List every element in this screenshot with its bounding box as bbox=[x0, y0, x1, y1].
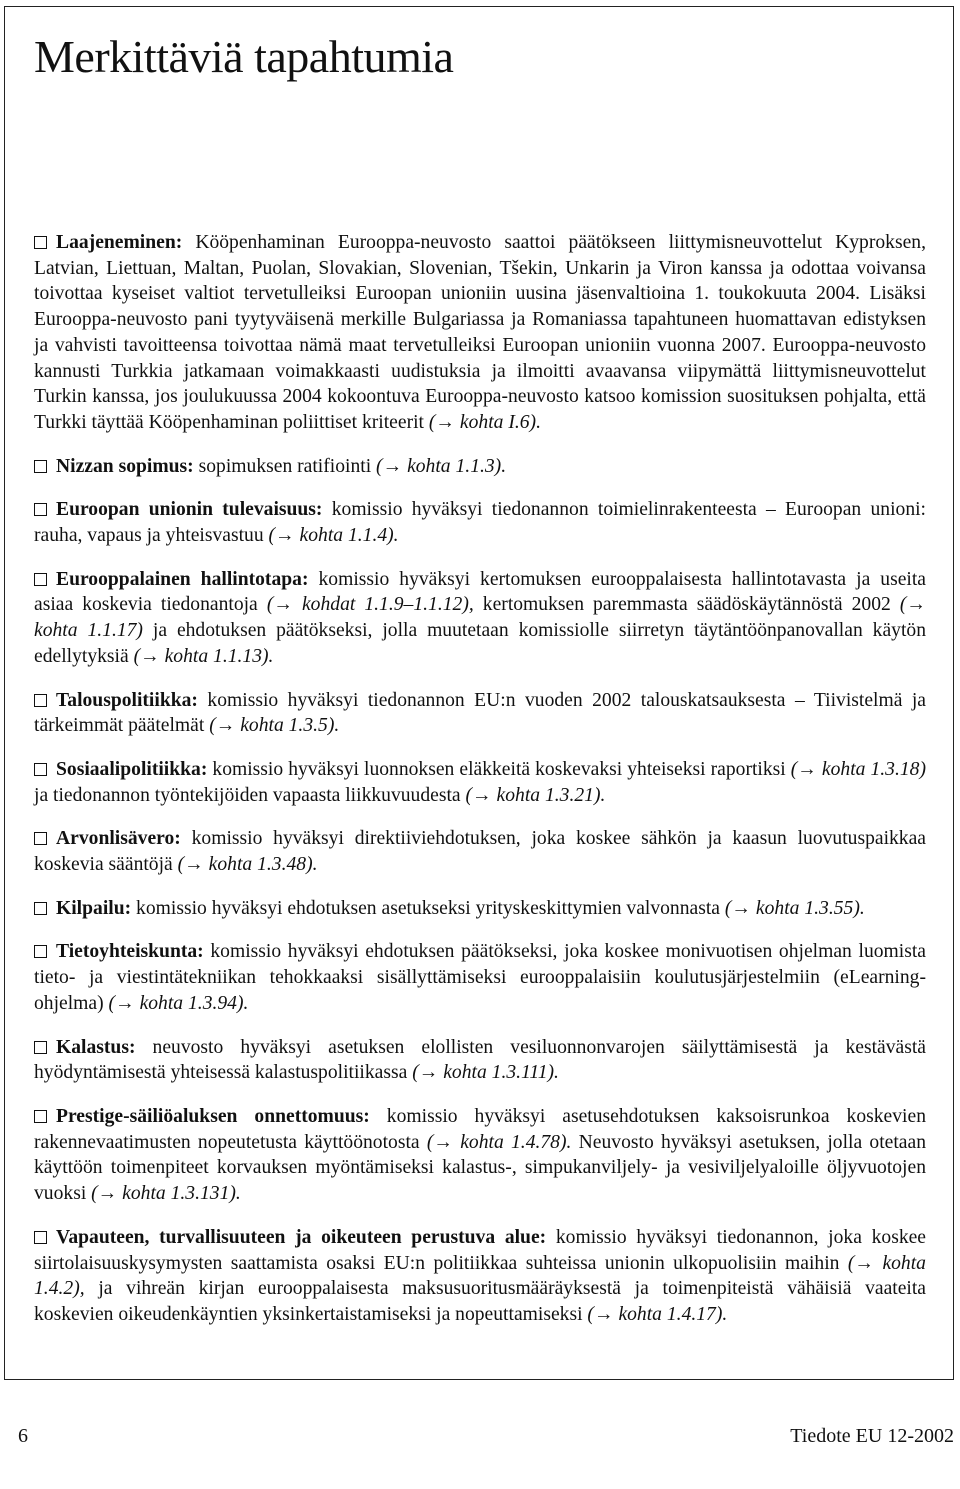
highlight-topic: Eurooppalainen hallintotapa: bbox=[56, 568, 309, 590]
section-reference: (→ kohta 1.3.94). bbox=[108, 992, 249, 1014]
highlight-text: komissio hyväksyi kertomuksen eurooppalaisesta hallintotavasta ja useita asiaa koskevia tiedonantoja bbox=[34, 568, 926, 616]
highlight-topic: Vapauteen, turvallisuuteen ja oikeuteen perustuva alue: bbox=[56, 1226, 547, 1248]
highlight-text: neuvosto hyväksyi asetuksen elollisten vesiluonnonvarojen säilyttämisestä ja kestävästä hyödyntämisestä yhteisessä kalastuspolitiikassa bbox=[34, 1036, 926, 1084]
section-reference: (→ kohta 1.1.17) bbox=[34, 594, 926, 642]
highlight-text: komissio hyväksyi ehdotuksen asetukseksi yrityskeskittymien valvonnasta bbox=[136, 897, 725, 919]
highlight-item bbox=[34, 939, 926, 1016]
section-reference: (→ kohdat 1.1.9–1.1.12), bbox=[266, 594, 474, 616]
highlight-item bbox=[34, 497, 926, 548]
checkbox-square-icon bbox=[34, 236, 47, 249]
section-reference: (→ kohta I.6). bbox=[428, 411, 541, 433]
highlight-topic: Euroopan unionin tulevaisuus: bbox=[56, 499, 323, 521]
checkbox-square-icon bbox=[34, 1110, 47, 1123]
highlight-item bbox=[34, 1104, 926, 1207]
page-number: 6 bbox=[18, 1425, 28, 1447]
highlight-item bbox=[34, 230, 926, 436]
checkbox-square-icon bbox=[34, 694, 47, 707]
highlight-item bbox=[34, 454, 926, 480]
highlight-topic: Kalastus: bbox=[56, 1036, 136, 1058]
highlight-text: ja ehdotuksen päätökseksi, jolla muutetaan komissiolle siirretyn täytäntöönpanovallan käytön edellytyksiä bbox=[34, 620, 926, 667]
section-reference: (→ kohta 1.1.4). bbox=[268, 525, 399, 547]
highlight-text: ja vihreän kirjan eurooppalaisesta maksusuoritusmääräyksestä ja toimenpiteistä vähäisiä vaateita koskevien oikeudenkäyntien yksinkertaistamiseksi ja nopeuttamiseksi bbox=[34, 1278, 926, 1325]
highlight-item bbox=[34, 688, 926, 739]
section-reference: (→ kohta 1.3.111). bbox=[412, 1062, 559, 1084]
highlight-text: komissio hyväksyi direktiiviehdotuksen, joka koskee sähkön ja kaasun luovutuspaikkaa koskevia sääntöjä bbox=[34, 828, 926, 876]
section-reference: (→ kohta 1.4.78). bbox=[426, 1131, 572, 1153]
section-reference: (→ kohta 1.1.13). bbox=[133, 645, 274, 667]
checkbox-square-icon bbox=[34, 573, 47, 586]
checkbox-square-icon bbox=[34, 460, 47, 473]
highlight-topic: Kilpailu: bbox=[56, 897, 132, 919]
highlight-topic: Nizzan sopimus: bbox=[56, 455, 194, 477]
highlight-item bbox=[34, 826, 926, 877]
highlight-topic: Arvonlisävero: bbox=[56, 828, 181, 850]
page-title: Merkittäviä tapahtumia bbox=[34, 31, 454, 82]
highlight-text: sopimuksen ratifiointi bbox=[198, 455, 377, 477]
section-reference: (→ kohta 1.1.3). bbox=[376, 455, 507, 477]
checkbox-square-icon bbox=[34, 1231, 47, 1244]
section-reference: (→ kohta 1.3.5). bbox=[209, 715, 340, 737]
highlight-item bbox=[34, 567, 926, 670]
highlight-text: komissio hyväksyi tiedonannon, joka koskee siirtolaisuuskysymysten saattamista osaksi EU:n politiikkaa suhteissa unionin ulkopuolisiin maihin bbox=[34, 1226, 927, 1274]
highlight-text: komissio hyväksyi ehdotuksen päätökseksi, joka koskee monivuotisen ohjelman luomista tieto- ja viestintätekniikan tehokkaaksi sisällyttämiseksi eurooppalaisiin koulutusjärjestelmiin (eLearning-ohjelma) bbox=[34, 941, 926, 1014]
section-reference: (→ kohta 1.4.2), bbox=[34, 1252, 926, 1300]
section-reference: (→ kohta 1.3.131). bbox=[91, 1183, 241, 1205]
highlights-list bbox=[34, 230, 926, 1346]
checkbox-square-icon bbox=[34, 832, 47, 845]
section-reference: (→ kohta 1.3.48). bbox=[177, 854, 318, 876]
highlight-text: komissio hyväksyi asetusehdotuksen kaksoisrunkoa koskevien rakennevaatimusten nopeutetusta käyttöönotosta bbox=[34, 1105, 926, 1153]
checkbox-square-icon bbox=[34, 902, 47, 915]
section-reference: (→ kohta 1.3.55). bbox=[724, 897, 865, 919]
highlight-topic: Tietoyhteiskunta: bbox=[56, 941, 204, 963]
highlight-topic: Sosiaalipolitiikka: bbox=[56, 758, 208, 780]
checkbox-square-icon bbox=[34, 503, 47, 516]
highlight-text: komissio hyväksyi luonnoksen eläkkeitä koskevaksi yhteiseksi raportiksi bbox=[212, 758, 791, 780]
highlight-item bbox=[34, 757, 926, 808]
highlight-text: ja tiedonannon työntekijöiden vapaasta liikkuvuudesta bbox=[34, 784, 466, 806]
checkbox-square-icon bbox=[34, 1041, 47, 1054]
highlight-topic: Laajeneminen: bbox=[56, 232, 183, 253]
highlight-text: Neuvosto hyväksyi asetuksen, jolla otetaan käyttöön toimenpiteet korvauksen myöntämiseksi kalastus-, simpukanviljely- ja vesiviljelyaloille öljyvuotojen vuoksi bbox=[34, 1131, 926, 1205]
highlight-text: komissio hyväksyi tiedonannon toimielinrakenteesta – Euroopan unioni: rauha, vapaus ja yhteisvastuu bbox=[34, 499, 926, 547]
publication-name: Tiedote EU 12-2002 bbox=[790, 1425, 954, 1447]
highlight-topic: Talouspolitiikka: bbox=[56, 689, 198, 711]
section-reference: (→ kohta 1.3.18) bbox=[790, 758, 926, 780]
highlight-item bbox=[34, 896, 926, 922]
highlight-text: komissio hyväksyi tiedonannon EU:n vuoden 2002 talouskatsauksesta – Tiivistelmä ja tärkeimmät päätelmät bbox=[34, 689, 927, 737]
highlight-topic: Prestige-säiliöaluksen onnettomuus: bbox=[56, 1105, 370, 1127]
highlight-text: Kööpenhaminan Eurooppa-neuvosto saattoi päätökseen liittymisneuvottelut Kyproksen, Latvian, Liettuan, Maltan, Puolan, Slovakian, Slovenian, Tšekin, Unkarin ja Viron kanssa ja odottaa voivansa toivottaa kyseiset valtiot tervetulleiksi Euroopan unioniin uusina jäsenvaltioina 1. toukokuuta 2004. Lisäksi Eurooppa-neuvosto pani tyytyväisenä merkille Bulgariassa ja Romaniassa tapahtuneen huomattavan edistyksen ja vahvisti tavoitteensa toivottaa nämä maat tervetulleiksi Euroopan unioniin vuonna 2007. Eurooppa-neuvosto kannusti Turkkia jatkamaan voimakkaasti uudistuksia ja ilmoitti avaavansa viipymättä liittymisneuvottelut Turkin kanssa, jos joulukuussa 2004 kokoontuva Eurooppa-neuvosto katsoo komission suosituksen pohjalta, että Turkki täyttää Kööpenhaminan poliittiset kriteerit bbox=[34, 232, 926, 433]
section-reference: (→ kohta 1.3.21). bbox=[465, 784, 606, 806]
highlight-item bbox=[34, 1035, 926, 1086]
checkbox-square-icon bbox=[34, 945, 47, 958]
highlight-text: kertomuksen paremmasta säädöskäytännöstä 2002 bbox=[473, 594, 900, 616]
highlight-item bbox=[34, 1225, 926, 1328]
checkbox-square-icon bbox=[34, 763, 47, 776]
section-reference: (→ kohta 1.4.17). bbox=[587, 1303, 728, 1325]
